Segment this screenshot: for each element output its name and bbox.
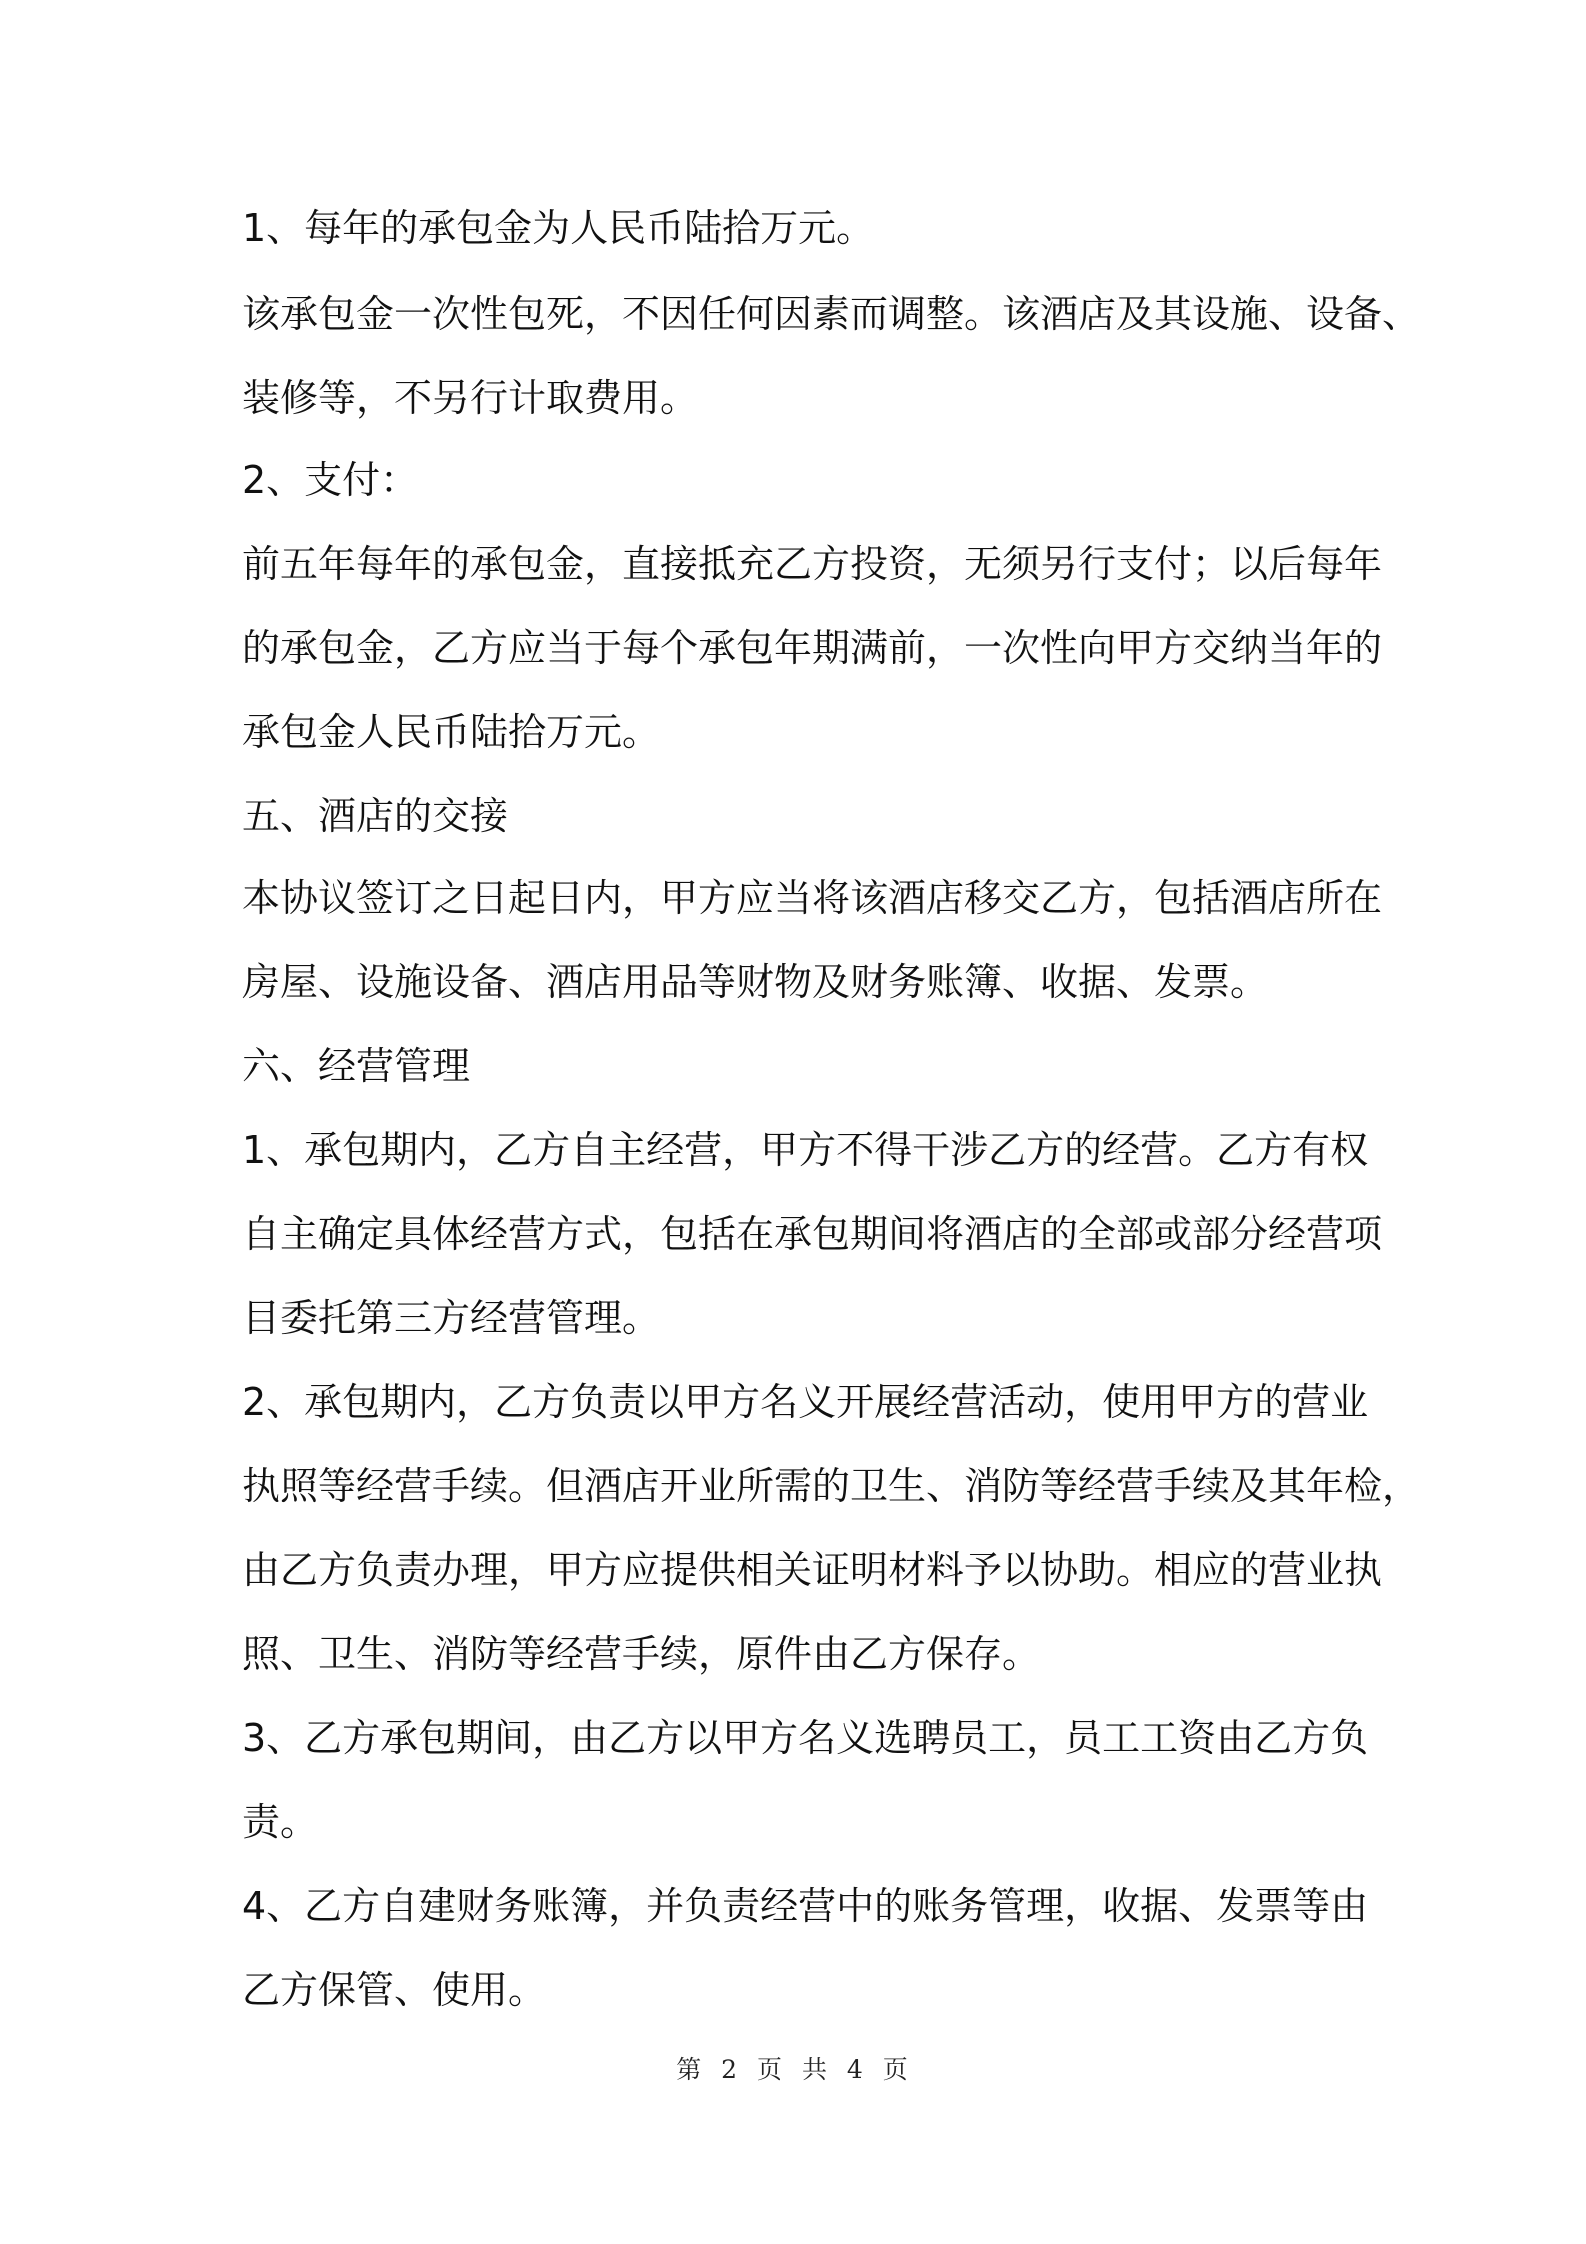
text-line: 3、乙方承包期间，由乙方以甲方名义选聘员工，员工工资由乙方负 bbox=[242, 1716, 1369, 1760]
text-line: 自主确定具体经营方式，包括在承包期间将酒店的全部或部分经营项 bbox=[242, 1212, 1383, 1256]
text-line: 前五年每年的承包金，直接抵充乙方投资，无须另行支付；以后每年 bbox=[242, 542, 1383, 586]
text-line: 的承包金，乙方应当于每个承包年期满前，一次性向甲方交纳当年的 bbox=[242, 626, 1383, 670]
page-number-footer: 第 2 页 共 4 页 bbox=[676, 2055, 910, 2084]
text-line: 目委托第三方经营管理。 bbox=[242, 1296, 661, 1340]
text-line: 承包金人民币陆拾万元。 bbox=[242, 710, 661, 754]
text-line: 本协议签订之日起日内，甲方应当将该酒店移交乙方，包括酒店所在 bbox=[242, 876, 1383, 920]
text-line: 执照等经营手续。但酒店开业所需的卫生、消防等经营手续及其年检， bbox=[242, 1464, 1421, 1508]
text-line: 2、支付： bbox=[242, 458, 419, 502]
text-line: 责。 bbox=[242, 1800, 319, 1844]
text-line: 乙方保管、使用。 bbox=[242, 1968, 547, 2012]
text-line: 房屋、设施设备、酒店用品等财物及财务账簿、收据、发票。 bbox=[242, 960, 1269, 1004]
section-heading: 六、经营管理 bbox=[242, 1044, 471, 1088]
text-line: 1、承包期内，乙方自主经营，甲方不得干涉乙方的经营。乙方有权 bbox=[242, 1128, 1369, 1172]
text-line: 照、卫生、消防等经营手续，原件由乙方保存。 bbox=[242, 1632, 1041, 1676]
text-line: 2、承包期内，乙方负责以甲方名义开展经营活动，使用甲方的营业 bbox=[242, 1380, 1369, 1424]
text-line: 由乙方负责办理，甲方应提供相关证明材料予以协助。相应的营业执 bbox=[242, 1548, 1383, 1592]
text-line: 4、乙方自建财务账簿，并负责经营中的账务管理，收据、发票等由 bbox=[242, 1884, 1369, 1928]
text-line: 装修等，不另行计取费用。 bbox=[242, 376, 699, 420]
text-line: 该承包金一次性包死，不因任何因素而调整。该酒店及其设施、设备、 bbox=[242, 292, 1421, 336]
text-line: 1、每年的承包金为人民币陆拾万元。 bbox=[242, 206, 875, 250]
section-heading: 五、酒店的交接 bbox=[242, 794, 509, 838]
